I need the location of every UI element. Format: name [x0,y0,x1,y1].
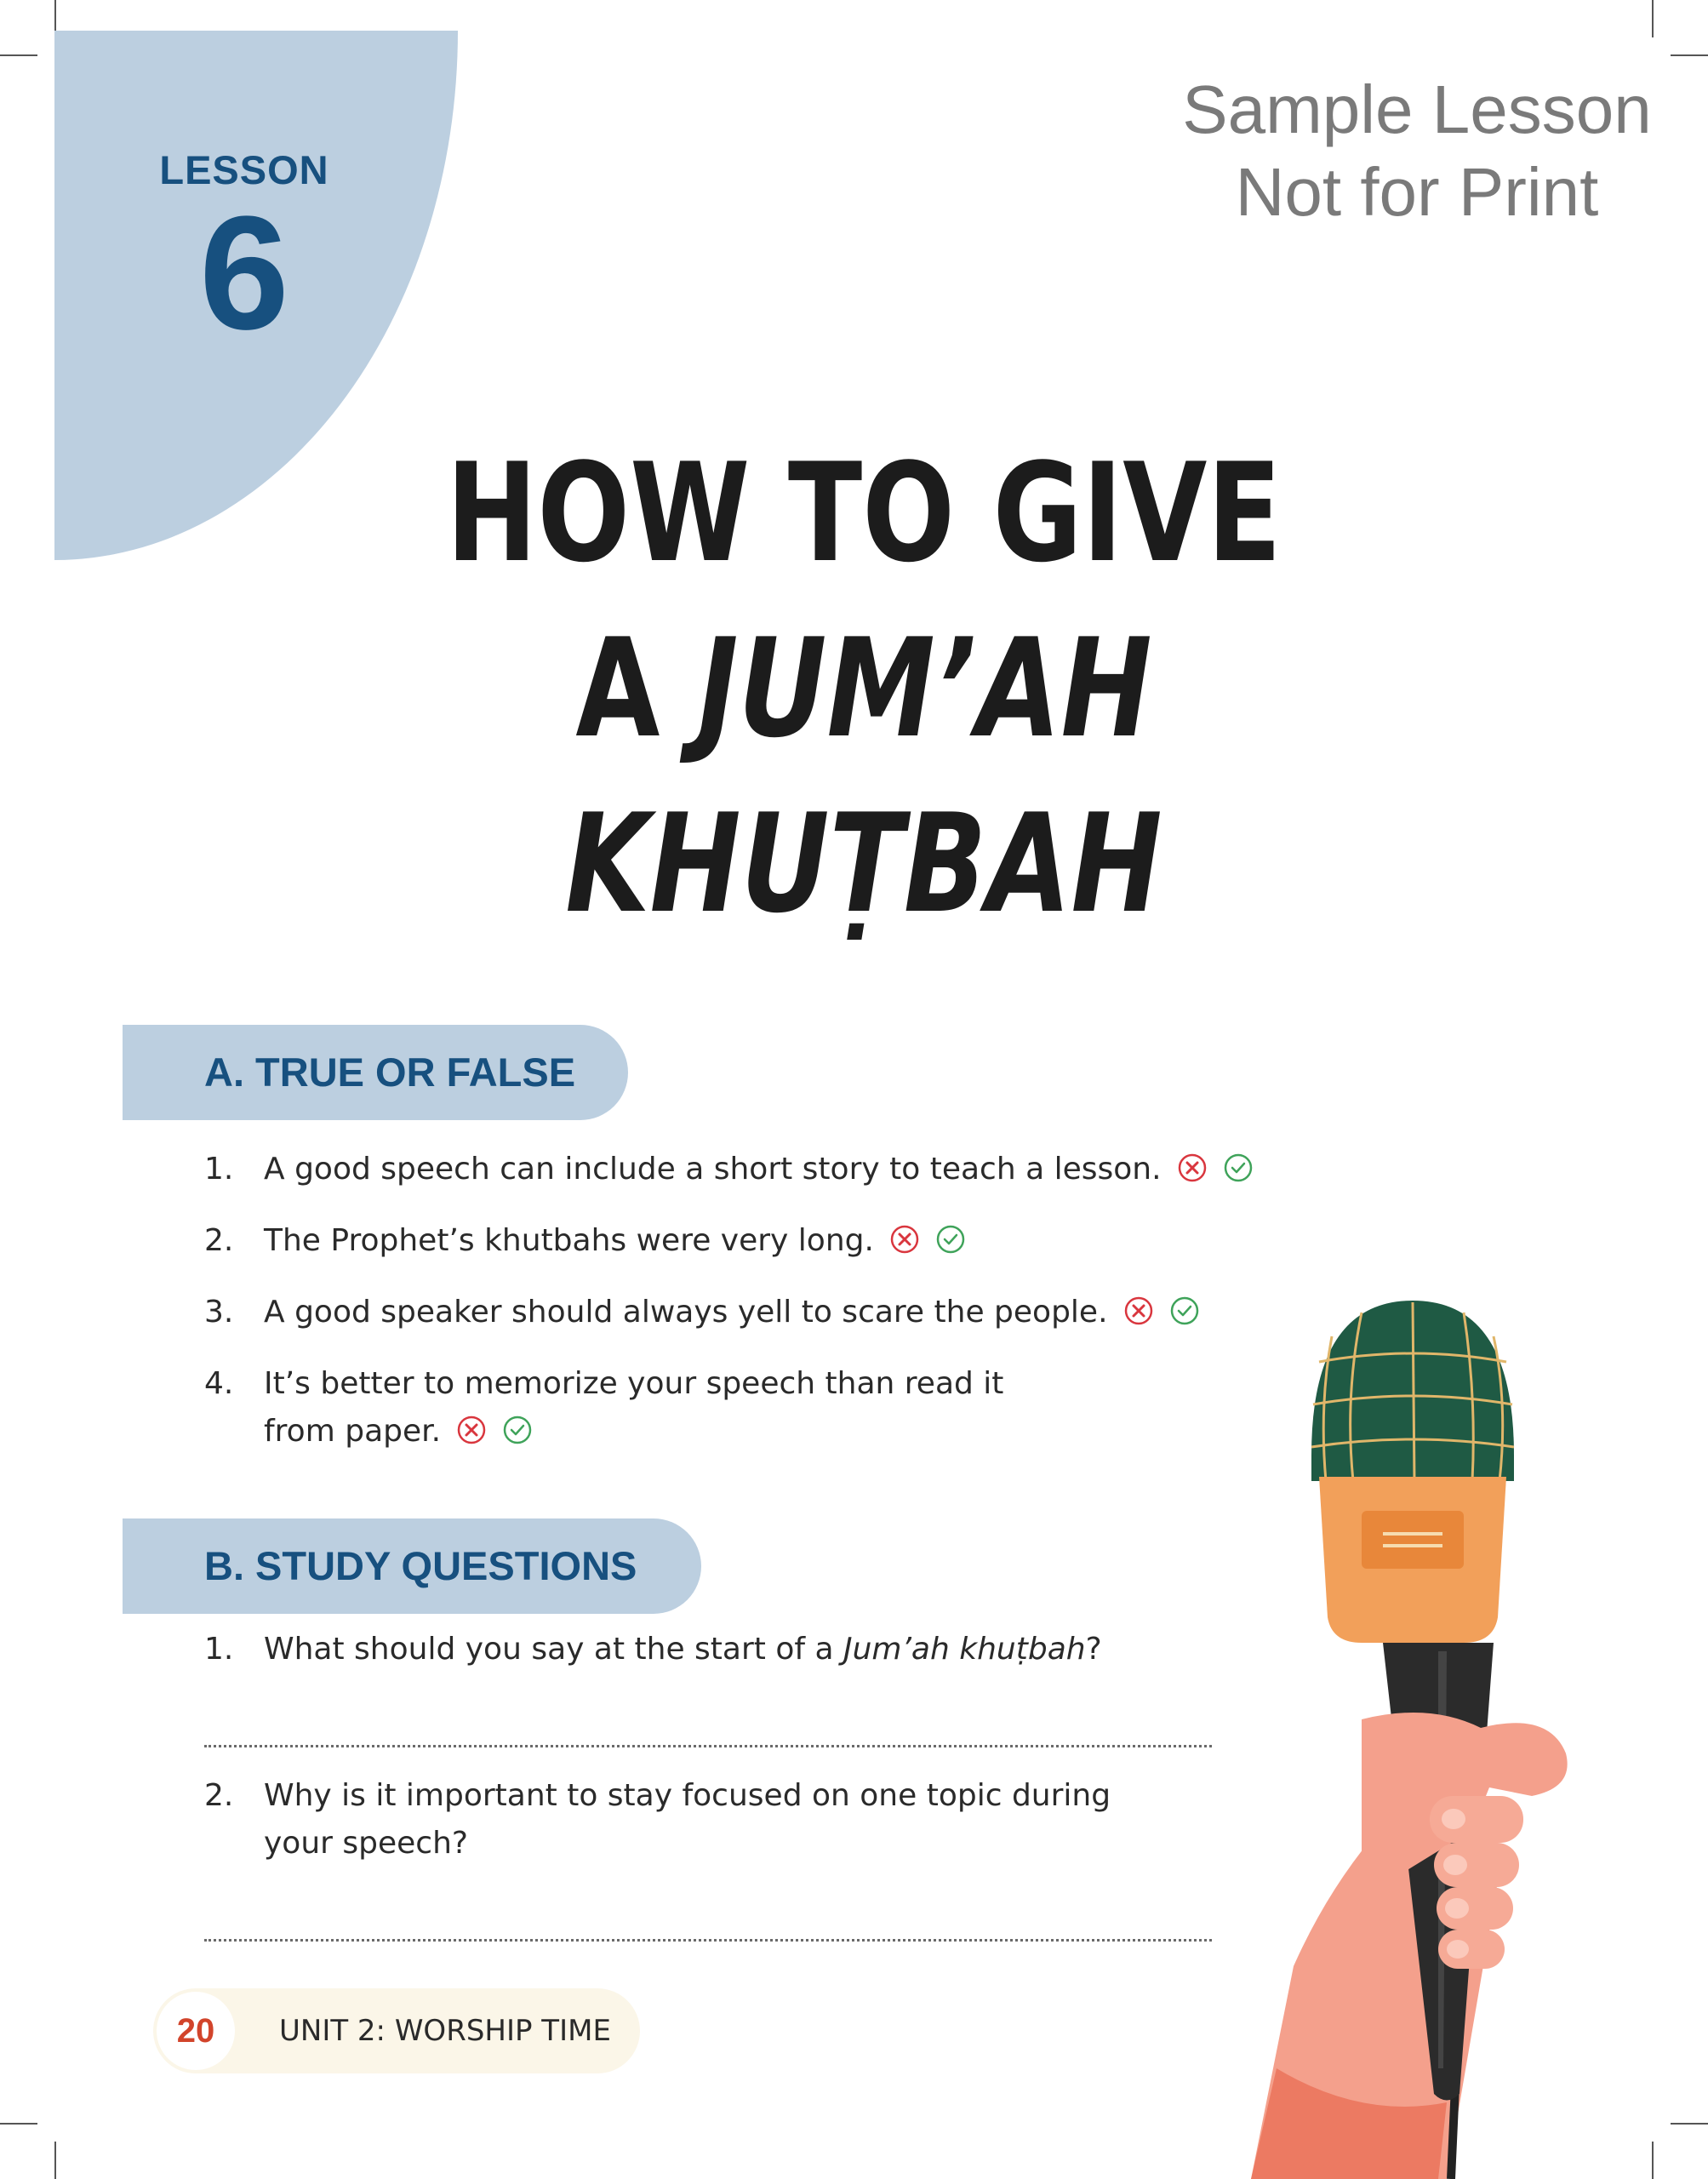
title-line-3: KHUṬBAH [565,784,1162,943]
title-line-1: HOW TO GIVE [446,433,1282,592]
crop-mark [54,2142,56,2179]
x-circle-icon[interactable] [1177,1152,1208,1183]
true-false-item-2 [204,1217,1311,1265]
section-b-heading [123,1518,701,1614]
fingernail [1442,1809,1465,1829]
crop-mark [1652,0,1654,37]
true-false-item-1 [204,1146,1311,1193]
x-circle-icon[interactable] [456,1415,487,1445]
item-text: The Prophet’s khutbahs were very long. [264,1223,874,1258]
check-circle-icon[interactable] [935,1224,966,1255]
item-text-wrap [264,1626,1102,1673]
mic-cable [1451,2085,1455,2179]
check-circle-icon[interactable] [502,1415,533,1445]
section-a-heading [123,1025,628,1120]
title-line-2-italic: JUM’AH [697,609,1152,768]
item-number: 2. [204,1778,234,1813]
item-text-line-2: from paper. [264,1414,442,1449]
item-text-wrap [264,1146,1254,1193]
watermark-line-2: Not for Print [1235,154,1599,230]
item-number: 4. [204,1366,234,1401]
check-circle-icon[interactable] [1223,1152,1254,1183]
answer-line-2[interactable] [204,1939,1212,1942]
crop-mark [0,2123,37,2125]
page-title [377,426,1351,952]
title-line-2 [377,601,1351,776]
question-text-line-2: your speech? [264,1826,469,1861]
unit-label: UNIT 2: WORSHIP TIME [279,2014,611,2048]
item-text-wrap [264,1360,1003,1456]
page-number: 20 [157,1992,235,2070]
item-number: 2. [204,1223,234,1258]
item-number: 1. [204,1152,234,1187]
mic-label-plate [1362,1511,1464,1569]
item-text-line-2-wrap [264,1408,1003,1456]
item-text-wrap [264,1289,1200,1336]
item-number: 3. [204,1295,234,1330]
crop-mark [1671,54,1708,56]
lesson-label: LESSON [159,147,329,192]
item-text-wrap [264,1217,966,1265]
section-b-heading-text: B. STUDY QUESTIONS [204,1543,637,1588]
crop-mark [1652,2142,1654,2179]
question-text-line-1: Why is it important to stay focused on one topic during [264,1778,1111,1813]
item-text: A good speech can include a short story to teach a lesson. [264,1152,1162,1187]
item-text-line-1: It’s better to memorize your speech than read it [264,1366,1004,1401]
true-false-item-4 [204,1360,1311,1459]
question-end: ? [1085,1632,1102,1667]
x-circle-icon[interactable] [1123,1295,1154,1326]
fingernail [1445,1898,1469,1919]
study-question-1 [204,1626,1225,1673]
study-question-2 [204,1772,1225,1871]
crop-mark [1671,2123,1708,2125]
true-false-item-3 [204,1289,1311,1336]
microphone-in-hand-illustration [1191,1285,1634,2179]
watermark-line-1: Sample Lesson [1182,71,1652,147]
item-number: 1. [204,1632,234,1667]
fingernail [1447,1940,1469,1959]
question-text: What should you say at the start of a [264,1632,843,1667]
answer-line-1[interactable] [204,1745,1212,1747]
lesson-number: 6 [199,183,289,363]
sample-watermark [1132,68,1702,233]
section-a-heading-text: A. TRUE OR FALSE [204,1049,576,1095]
crop-mark [0,54,37,56]
item-text-wrap [264,1772,1111,1867]
title-line-2-plain: A [575,609,698,768]
question-term: Jum’ah khuṭbah [843,1632,1086,1667]
fingernail [1443,1855,1467,1875]
item-text: A good speaker should always yell to scare the people. [264,1295,1108,1330]
x-circle-icon[interactable] [889,1224,920,1255]
